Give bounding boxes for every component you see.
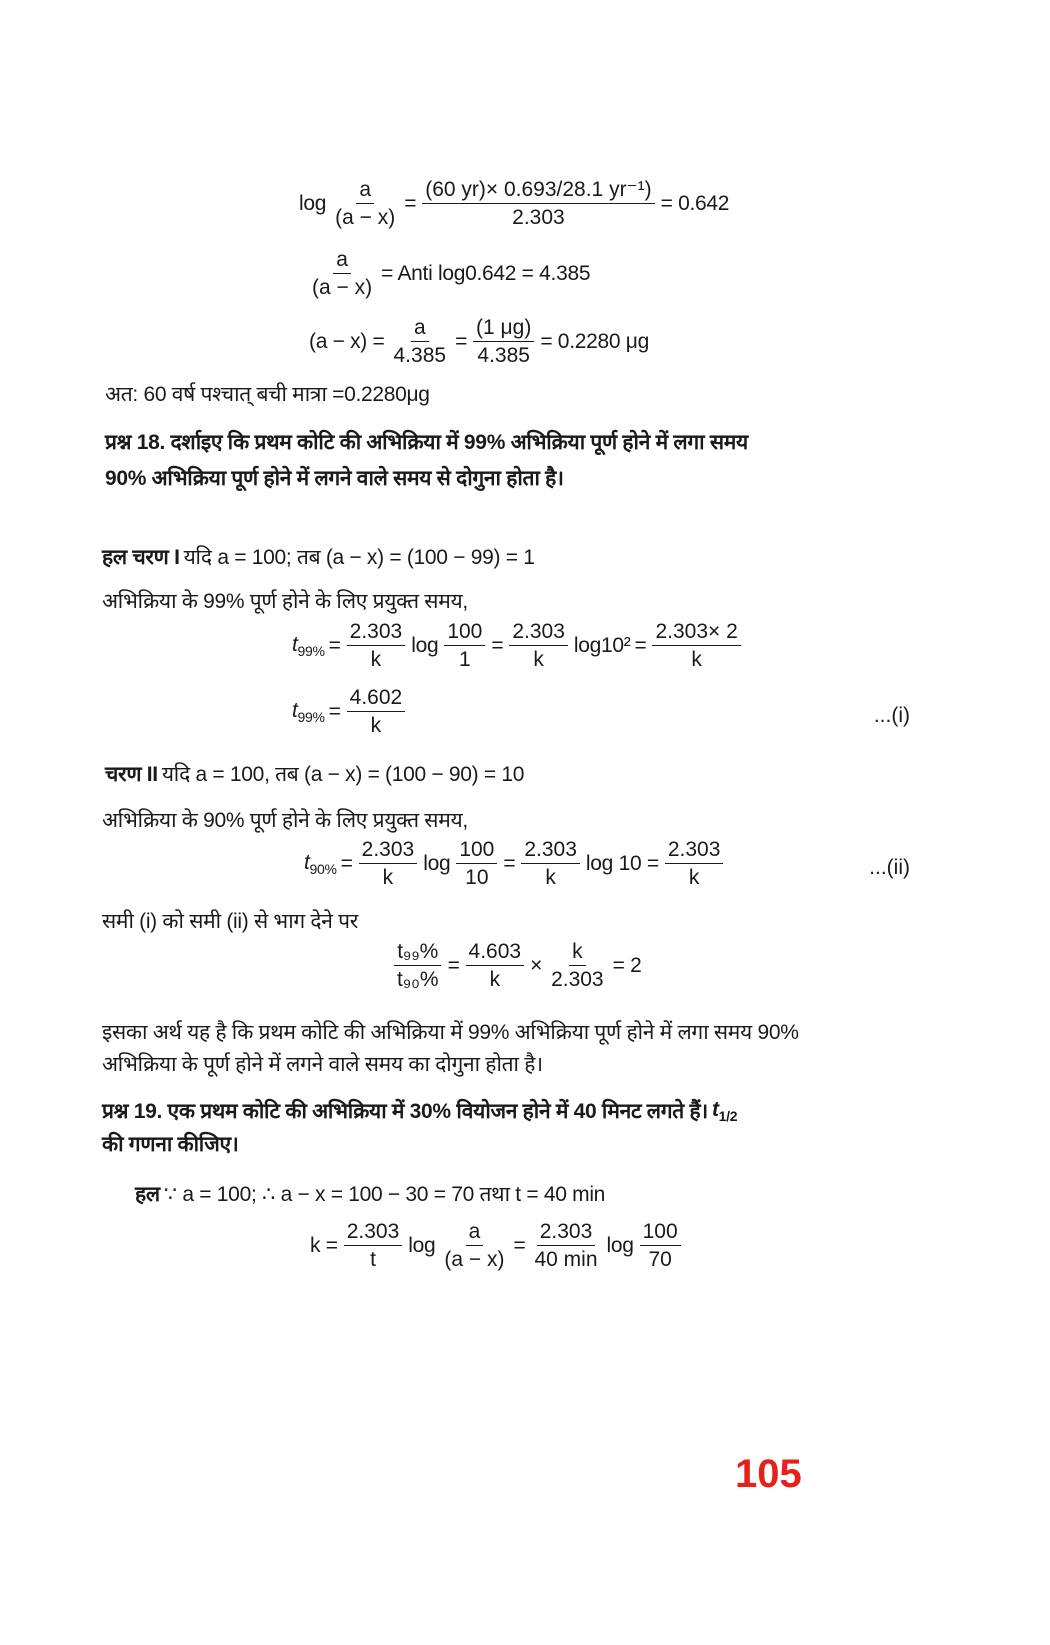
text-line <box>100 543 537 571</box>
fraction-numerator: a <box>333 248 351 274</box>
math-text <box>381 262 590 286</box>
math-text <box>634 634 646 658</box>
text: अत: 60 वर्ष पश्चात् बची मात्रा =0.2280μg <box>105 383 430 406</box>
text: हल चरण I <box>102 546 180 569</box>
fraction-denominator: k <box>691 648 702 672</box>
text-line <box>133 1180 607 1208</box>
math-text <box>540 330 649 354</box>
text: = 0.2280 μg <box>540 330 649 354</box>
fraction-denominator: k <box>533 648 544 672</box>
fraction-denominator: k <box>382 866 394 890</box>
math-text <box>491 634 503 658</box>
text: = 0.642 <box>660 192 730 216</box>
math-text <box>310 1234 338 1258</box>
math-text <box>105 760 158 788</box>
math-text <box>574 634 631 658</box>
math-text <box>102 1130 239 1158</box>
text: × <box>530 954 543 978</box>
text-line <box>100 1050 545 1078</box>
fraction-numerator: (60 yr)× 0.693/28.1 yr⁻¹) <box>422 178 654 204</box>
fraction-denominator: t <box>370 1248 376 1272</box>
text: t <box>304 851 310 875</box>
fraction <box>394 940 442 992</box>
text: प्रश्न 18. दर्शाइए कि प्रथम कोटि की अभिक्रिया में 99% अभिक्रिया पूर्ण होने में लगा समय <box>105 431 748 454</box>
text-line <box>103 428 750 456</box>
fraction-denominator: 40 min <box>534 1248 598 1272</box>
math-text <box>164 1180 605 1208</box>
math-text <box>162 760 524 788</box>
text: k = <box>310 1234 338 1258</box>
fraction <box>332 178 398 230</box>
text: = Anti log0.642 = 4.385 <box>381 262 591 286</box>
text-line <box>290 620 745 672</box>
math-text <box>586 852 659 876</box>
fraction-denominator: 70 <box>648 1248 672 1272</box>
fraction <box>509 620 568 672</box>
text: = <box>455 330 468 354</box>
text: = <box>447 954 460 978</box>
text-line <box>100 1097 739 1125</box>
math-text <box>329 634 341 658</box>
subscript: 1/2 <box>718 1108 738 1125</box>
text-line <box>390 940 644 992</box>
text-line <box>103 380 432 408</box>
math-text <box>712 1098 737 1124</box>
fraction-denominator: (a − x) <box>444 1248 505 1272</box>
text: 90% अभिक्रिया पूर्ण होने में लगने वाले समय से दोगुना होता है। <box>105 467 564 490</box>
text: = <box>491 634 504 658</box>
text: log <box>408 1234 436 1258</box>
math-text <box>455 330 467 354</box>
text: चरण II <box>105 763 158 786</box>
subscript: 99% <box>297 643 325 660</box>
fraction-denominator: k <box>688 866 700 890</box>
equation-tag: ...(ii) <box>869 856 910 879</box>
fraction <box>347 686 406 738</box>
fraction <box>652 620 740 672</box>
math-text <box>102 1050 543 1078</box>
fraction-numerator: 2.303 <box>344 1220 403 1246</box>
fraction <box>391 316 450 368</box>
text: log10² <box>573 634 631 658</box>
text: ∵ a = 100; ∴ a − x = 100 − 30 = 70 तथा t = 40 min <box>163 1183 606 1206</box>
fraction-numerator: 2.303 <box>509 620 568 646</box>
math-text <box>448 954 460 978</box>
math-text <box>503 852 515 876</box>
math-text <box>102 543 180 571</box>
math-text <box>408 1234 435 1258</box>
text-line <box>308 1220 685 1272</box>
math-text <box>102 1018 799 1046</box>
text-line <box>100 907 360 935</box>
equation-tag: ...(i) <box>873 704 910 727</box>
math-text <box>304 851 337 877</box>
text: यदि a = 100, तब (a − x) = (100 − 90) = 10 <box>161 763 525 786</box>
text: t <box>292 633 298 657</box>
text: इसका अर्थ यह है कि प्रथम कोटि की अभिक्रिया में 99% अभिक्रिया पूर्ण होने में लगा समय 90% <box>102 1021 799 1044</box>
text-line <box>100 1130 241 1158</box>
text-line <box>290 686 409 738</box>
text-line <box>297 178 731 230</box>
text: = <box>340 852 353 876</box>
fraction-numerator: 100 <box>456 838 497 864</box>
math-text <box>514 1234 526 1258</box>
text: t <box>292 699 298 723</box>
fraction-numerator: 2.303 <box>665 838 724 864</box>
text: = <box>328 700 341 724</box>
fraction-numerator: 2.303× 2 <box>652 620 740 646</box>
fraction-numerator: 4.603 <box>466 940 525 966</box>
fraction-numerator: a <box>356 178 374 204</box>
text-line <box>307 316 651 368</box>
math-text <box>102 1097 708 1125</box>
page-number: 105 <box>735 1452 802 1496</box>
text-line <box>103 760 526 788</box>
text: = <box>513 1234 526 1258</box>
fraction-denominator: 2.303 <box>551 968 604 992</box>
math-text <box>530 954 542 978</box>
fraction-numerator: 100 <box>444 620 485 646</box>
text: log <box>299 192 327 216</box>
text: अभिक्रिया के 99% पूर्ण होने के लिए प्रयुक्त समय, <box>102 590 468 613</box>
text: हल <box>135 1183 160 1206</box>
math-text <box>292 633 325 659</box>
fraction <box>344 1220 403 1272</box>
text: यदि a = 100; तब (a − x) = (100 − 99) = 1 <box>183 546 535 569</box>
math-text <box>105 428 748 456</box>
fraction-denominator: k <box>489 968 501 992</box>
fraction-numerator: (1 μg) <box>473 316 534 342</box>
fraction <box>473 316 534 368</box>
text: समी (i) को समी (ii) से भाग देने पर <box>102 910 359 933</box>
math-text <box>102 806 468 834</box>
math-text <box>329 700 341 724</box>
fraction-numerator: 2.303 <box>521 838 580 864</box>
fraction <box>665 838 724 890</box>
fraction-numerator: t₉₉% <box>394 940 441 966</box>
fraction <box>548 940 607 992</box>
subscript: 90% <box>309 861 337 878</box>
math-text <box>135 1180 160 1208</box>
fraction-denominator: k <box>545 866 556 890</box>
fraction-numerator: a <box>411 316 429 342</box>
text: log <box>411 634 439 658</box>
text-line <box>100 1018 801 1046</box>
fraction <box>531 1220 600 1272</box>
fraction <box>309 248 375 300</box>
text-line <box>305 248 592 300</box>
math-text <box>105 380 430 408</box>
math-text <box>105 464 564 492</box>
fraction <box>466 940 525 992</box>
fraction <box>347 620 406 672</box>
fraction-denominator: (a − x) <box>312 276 373 300</box>
math-text <box>184 543 535 571</box>
fraction <box>456 838 497 890</box>
fraction-numerator: 2.303 <box>347 620 406 646</box>
text-line <box>103 464 566 492</box>
text: = <box>503 852 516 876</box>
fraction-numerator: k <box>569 940 586 966</box>
text-line <box>302 838 727 890</box>
text: = <box>634 634 647 658</box>
fraction-denominator: 4.385 <box>393 344 447 368</box>
math-text <box>341 852 353 876</box>
fraction-denominator: 1 <box>459 648 471 672</box>
fraction-numerator: 100 <box>640 1220 681 1246</box>
fraction-denominator: k <box>370 714 382 738</box>
text: अभिक्रिया के 90% पूर्ण होने के लिए प्रयुक्त समय, <box>102 809 468 832</box>
fraction <box>521 838 580 890</box>
math-text <box>404 192 416 216</box>
math-text <box>292 699 325 725</box>
text: प्रश्न 19. एक प्रथम कोटि की अभिक्रिया में 30% वियोजन होने में 40 मिनट लगते हैं। <box>102 1100 708 1123</box>
fraction-numerator: a <box>466 1220 484 1246</box>
text: log <box>423 852 451 876</box>
math-text <box>411 634 438 658</box>
fraction <box>359 838 418 890</box>
math-text <box>607 1234 634 1258</box>
fraction <box>640 1220 681 1272</box>
math-text <box>102 587 468 615</box>
math-text <box>309 330 385 354</box>
text: अभिक्रिया के पूर्ण होने में लगने वाले समय का दोगुना होता है। <box>102 1053 543 1076</box>
fraction-denominator: 10 <box>465 866 489 890</box>
fraction-denominator: k <box>370 648 382 672</box>
fraction-numerator: 2.303 <box>537 1220 596 1246</box>
text: = 2 <box>612 954 642 978</box>
math-text <box>102 907 358 935</box>
math-text <box>299 192 326 216</box>
text: log 10 = <box>585 852 659 876</box>
fraction-denominator: 4.385 <box>477 344 530 368</box>
fraction <box>422 178 654 230</box>
fraction-numerator: 2.303 <box>359 838 418 864</box>
fraction-denominator: (a − x) <box>335 206 396 230</box>
subscript: 99% <box>297 709 325 726</box>
math-text <box>613 954 642 978</box>
fraction-numerator: 4.602 <box>347 686 406 712</box>
fraction <box>441 1220 507 1272</box>
fraction <box>444 620 485 672</box>
math-text <box>661 192 730 216</box>
text: = <box>328 634 341 658</box>
fraction-denominator: 2.303 <box>512 206 565 230</box>
text: t <box>711 1097 719 1121</box>
text: की गणना कीजिए। <box>102 1133 239 1156</box>
text: (a − x) = <box>309 330 385 354</box>
text-line <box>100 806 470 834</box>
fraction-denominator: t₉₀% <box>397 968 439 992</box>
text: = <box>404 192 417 216</box>
text-line <box>100 587 470 615</box>
math-text <box>423 852 450 876</box>
text: log <box>606 1234 634 1258</box>
